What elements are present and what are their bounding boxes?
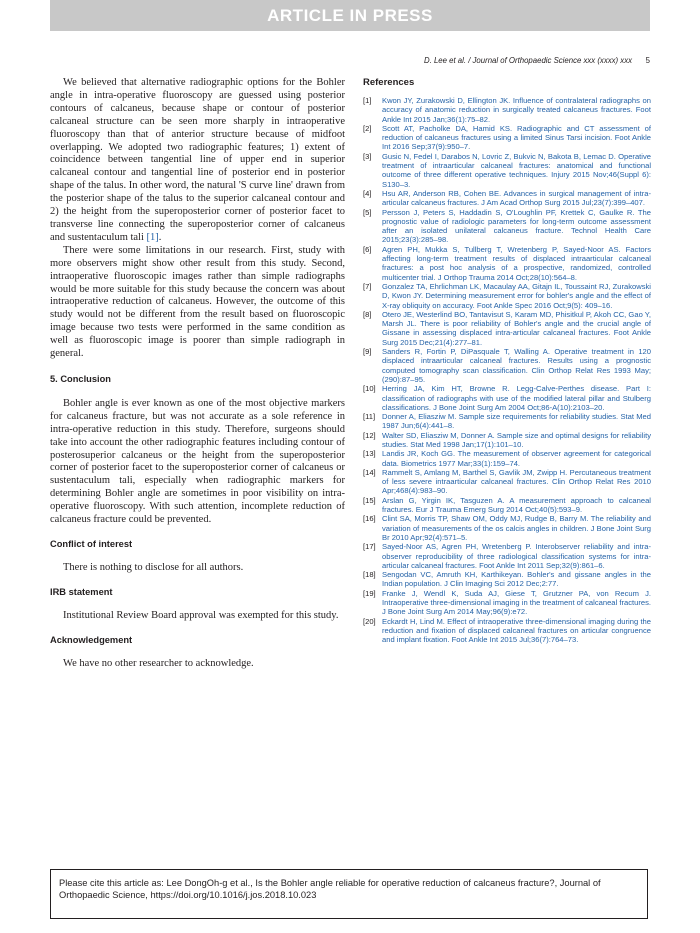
reference-item[interactable] bbox=[363, 542, 651, 570]
paragraph-conclusion: Bohler angle is ever known as one of the most objective markers for calcaneus fracture, but was not accurate as a sole reference in intra-operative reduction in this study. Therefore, surgeons should take into account the other radiographic features including contour of posterosuperior calcaneus or the height from the superoposterior corner of posterior facet to the superoposterior corner of calcaneus or sustentaculum tali, especially when radiographic markers for determining Bohler angle are sometimes in poor visibility on intra-operative fluoroscopy. With such attention, incomplete reduction of calcaneus fracture could be prevented. bbox=[50, 397, 345, 526]
reference-number: [18] bbox=[363, 570, 376, 580]
reference-text[interactable]: Donner A, Eliasziw M. Sample size requirements for reliability studies. Stat Med 1987 Jun;6(4):441–8. bbox=[382, 412, 651, 431]
reference-text[interactable]: Persson J, Peters S, Haddadin S, O'Loughlin PF, Krettek C, Gaulke R. The prognostic value of radiologic parameters for long-term outcome assessment after an isolated unilateral calcaneus fracture. Technol Health Care 2015;23(3):285–98. bbox=[382, 207, 651, 245]
section-heading-conclusion: 5. Conclusion bbox=[50, 373, 111, 384]
reference-text[interactable]: Scott AT, Pacholke DA, Hamid KS. Radiographic and CT assessment of reduction of calcaneus fractures using a limited Sinus Tarsi incision. Foot Ankle Int 2016 Sep;37(9):950–7. bbox=[382, 123, 651, 152]
page-number: 5 bbox=[645, 56, 650, 65]
reference-item[interactable] bbox=[363, 514, 651, 542]
reference-number: [4] bbox=[363, 188, 372, 198]
running-head bbox=[50, 56, 650, 68]
running-head-text: D. Lee et al. / Journal of Orthopaedic Science xxx (xxxx) xxx bbox=[423, 56, 632, 65]
reference-text[interactable]: Herring JA, Kim HT, Browne R. Legg-Calve-Perthes disease. Part I: classification of radiographs with use of the modified lateral pillar and Stulberg classifications. J Bone Joint Surg Am 2004 Oct;86-A(10):2103–20. bbox=[382, 384, 651, 412]
paragraph-text: We believed that alternative radiographic options for the Bohler angle in intra-operative fluoroscopy are guessed using posterior contours of calcaneus, because shape or contour of posterior calcaneal structure can be seen more sharply in intraoperative fluoroscopy than that of anterior structure because of midfoot overlapping. We adopted two radiographic features; 1) extent of coincidence between tangential line of upper end in superior calcaneal contour and tangential line of posterior end in posterior shape of the talus. In other word, the natural 'S curve line' drawn from the posterior shape of the talus to the superior calcaneal contour and 2) the height from the superoposterior corner of posterior facet to transverse line connecting the superoposterior corner of calcaneus and sustentaculum tali bbox=[50, 77, 345, 243]
reference-item[interactable] bbox=[363, 412, 651, 431]
reference-item[interactable] bbox=[363, 310, 651, 347]
reference-text[interactable]: Sanders R, Fortin P, DiPasquale T, Walling A. Operative treatment in 120 displaced intraarticular calcaneal fractures. Results using a prognostic computed tomography scan classification. Clin Orthop Relat Res 1993 May;(290):87–95. bbox=[382, 347, 651, 384]
paragraph-irb: Institutional Review Board approval was exempted for this study. bbox=[63, 609, 339, 621]
reference-text[interactable]: Clint SA, Morris TP, Shaw OM, Oddy MJ, Rudge B, Barry M. The reliability and variation of measurements of the os calcis angles in children. J Bone Joint Surg Br 2010 Apr;92(4):571–5. bbox=[382, 514, 651, 542]
reference-text[interactable]: Hsu AR, Anderson RB, Cohen BE. Advances in surgical management of intra-articular calcaneus fractures. J Am Acad Orthop Surg 2015 Jul;23(7):399–407. bbox=[382, 188, 651, 208]
reference-number: [13] bbox=[363, 449, 376, 459]
reference-text[interactable]: Walter SD, Eliasziw M, Donner A. Sample size and optimal designs for reliability studies. Stat Med 1998 Jan;17(1):101–10. bbox=[382, 430, 651, 449]
reference-number: [20] bbox=[363, 616, 376, 626]
reference-number: [17] bbox=[363, 542, 376, 552]
reference-text[interactable]: Otero JE, Westerlind BO, Tantavisut S, Karam MD, Phisitkul P, Akoh CC, Gao Y, Marsh JL. There is poor reliability of Bohler's angle and the crucial angle of Gissane in assessing displaced intra-articular calcaneal fractures. Foot Ankle Surg 2015 Dec;21(4):277–81. bbox=[382, 309, 651, 347]
reference-text[interactable]: Landis JR, Koch GG. The measurement of observer agreement for categorical data. Biometrics 1977 Mar;33(1):159–74. bbox=[382, 449, 651, 468]
citation-link[interactable]: [1] bbox=[146, 231, 159, 243]
reference-item[interactable] bbox=[363, 570, 651, 589]
section-heading-conflict: Conflict of interest bbox=[50, 539, 133, 549]
paragraph-limitations: There were some limitations in our research. First, study with more observers might show other result from this study. Second, intraoperative fluoroscopic images rather than simple radiographs would be more suitable for this study because the concern was about intraoperative reduction of calcaneus. However, the outcome of this study would not be different from the result based on fluoroscopic image because two tests were performed in the same condition as well as fluoroscopic image is poorer than simple radiograph in general. bbox=[50, 244, 345, 360]
reference-number: [16] bbox=[363, 514, 376, 524]
reference-number: [9] bbox=[363, 347, 372, 357]
reference-text[interactable]: Kwon JY, Zurakowski D, Ellington JK. Influence of contralateral radiographs on accuracy of anatomic reduction in surgically treated calcaneus fractures. Foot Ankle Int 2015 Jan;36(1):75–82. bbox=[382, 96, 651, 124]
reference-text[interactable]: Sengodan VC, Amruth KH, Karthikeyan. Bohler's and gissane angles in the Indian population. J Clin Imaging Sci 2012 Dec;2:77. bbox=[382, 570, 651, 589]
reference-item[interactable] bbox=[363, 468, 651, 496]
reference-item[interactable] bbox=[363, 617, 651, 645]
references-column bbox=[363, 77, 651, 645]
reference-text[interactable]: Arslan G, Yirgin IK, Tasguzen A. A measurement approach to calcaneal fractures. Eur J Trauma Emerg Surg 2014 Oct;40(5):593–9. bbox=[382, 495, 651, 515]
reference-item[interactable] bbox=[363, 589, 651, 617]
reference-number: [11] bbox=[363, 412, 376, 422]
reference-number: [3] bbox=[363, 151, 372, 161]
reference-item[interactable] bbox=[363, 208, 651, 245]
reference-item[interactable] bbox=[363, 431, 651, 450]
reference-number: [14] bbox=[363, 467, 376, 477]
reference-item[interactable] bbox=[363, 152, 651, 189]
reference-number: [1] bbox=[363, 96, 372, 105]
paragraph-acknowledgement: We have no other researcher to acknowledge. bbox=[63, 657, 254, 669]
reference-item[interactable] bbox=[363, 384, 651, 412]
reference-item[interactable] bbox=[363, 96, 651, 124]
reference-item[interactable] bbox=[363, 449, 651, 468]
reference-number: [15] bbox=[363, 495, 376, 505]
reference-number: [6] bbox=[363, 244, 372, 254]
reference-item[interactable] bbox=[363, 347, 651, 384]
reference-number: [8] bbox=[363, 309, 372, 319]
paragraph-end: . bbox=[158, 231, 162, 243]
article-in-press-banner: ARTICLE IN PRESS bbox=[50, 0, 650, 31]
reference-text[interactable]: Rammelt S, Amlang M, Barthel S, Gavlik JM, Zwipp H. Percutaneous treatment of less severe intraarticular calcaneal fractures. Clin Orthop Relat Res 2010 Apr;468(4):983–90. bbox=[382, 467, 651, 496]
reference-item[interactable] bbox=[363, 124, 651, 152]
references-heading: References bbox=[363, 77, 415, 88]
reference-text[interactable]: Gonzalez TA, Ehrlichman LK, Macaulay AA, Gitajn IL, Toussaint RJ, Zurakowski D, Kwon JY. Determining measurement error for bohler's angle and the effect of X-ray obliquity on accuracy. Foot Ankle Spec 2016 Oct;9(5): 409–16. bbox=[382, 281, 651, 310]
reference-list bbox=[363, 96, 651, 645]
reference-number: [19] bbox=[363, 588, 376, 598]
reference-number: [7] bbox=[363, 281, 372, 291]
reference-text[interactable]: Franke J, Wendl K, Suda AJ, Giese T, Grutzner PA, von Recum J. Intraoperative three-dimensional imaging in the treatment of calcaneal fractures. J Bone Joint Surg Am 2014 May;96(9):e72. bbox=[382, 588, 651, 617]
reference-number: [2] bbox=[363, 123, 372, 133]
reference-text[interactable]: Sayed-Noor AS, Agren PH, Wretenberg P. Interobserver reliability and intra-observer reproducibility of three radiological classification systems for intra-articular calcaneal fractures. Foot Ankle Int 2011 Sep;32(9):861–6. bbox=[382, 542, 651, 570]
reference-item[interactable] bbox=[363, 189, 651, 208]
section-heading-acknowledgement: Acknowledgement bbox=[50, 634, 133, 645]
reference-text[interactable]: Eckardt H, Lind M. Effect of intraoperative three-dimensional imaging during the reduction and fixation of displaced calcaneal fractures on articular congruence and implant fixation. Foot Ankle Int 2015 Jul;36(7):764–73. bbox=[382, 616, 651, 645]
section-heading-irb: IRB statement bbox=[50, 586, 113, 597]
paragraph-conflict: There is nothing to disclose for all authors. bbox=[63, 562, 244, 573]
reference-text[interactable]: Gusic N, Fedel I, Darabos N, Lovric Z, Bukvic N, Bakota B, Lemac D. Operative treatment of intraarticular calcaneal fractures: anatomical and functional outcome of three different operative techniques. Injury 2015 Nov;46(Suppl 6): S130–3. bbox=[382, 151, 651, 189]
reference-item[interactable] bbox=[363, 245, 651, 282]
left-column bbox=[50, 77, 345, 671]
reference-item[interactable] bbox=[363, 496, 651, 515]
reference-number: [12] bbox=[363, 430, 376, 440]
reference-number: [10] bbox=[363, 384, 376, 394]
reference-number: [5] bbox=[363, 207, 372, 217]
reference-text[interactable]: Agren PH, Mukka S, Tullberg T, Wretenberg P, Sayed-Noor AS. Factors affecting long-term treatment results of displaced intraarticular calcaneal fractures: a post hoc analysis of a prospective, randomized, controlled multicenter trial. J Orthop Trauma 2014 Oct;28(10):564–8. bbox=[382, 244, 651, 282]
citation-box: Please cite this article as: Lee DongOh-g et al., Is the Bohler angle reliable for operative reduction of calcaneus fracture?, Journal of Orthopaedic Science, https://doi.org/10.1016/j.jos.2018.10.023 bbox=[50, 869, 648, 919]
paragraph-radiographic-options bbox=[50, 77, 345, 245]
reference-item[interactable] bbox=[363, 282, 651, 310]
